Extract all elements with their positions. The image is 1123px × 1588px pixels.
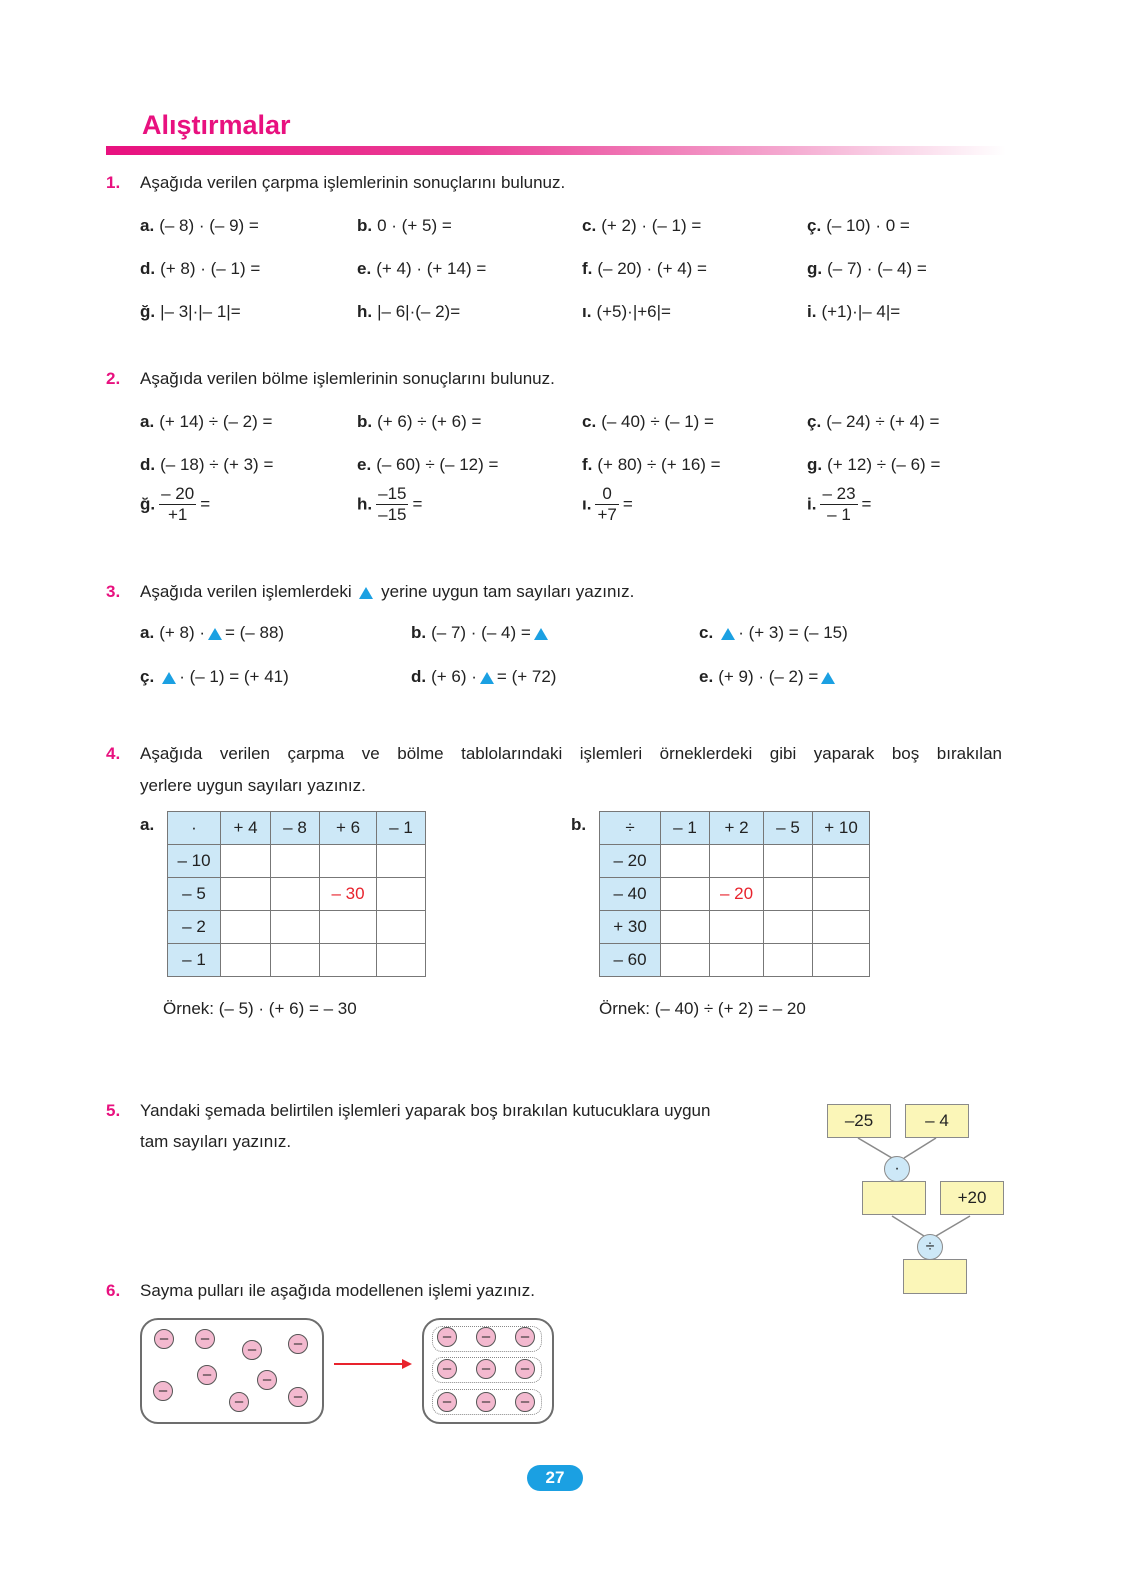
table-header-row [168, 812, 426, 845]
item-label: d. [140, 455, 156, 474]
row-header: + 30 [600, 911, 661, 944]
row-header: – 2 [168, 911, 221, 944]
q5-text-line1: Yandaki şemada belirtilen işlemleri yaparak boş bırakılan kutucuklara uygun [140, 1101, 711, 1120]
fraction-denominator: +1 [167, 505, 188, 524]
title-underline [106, 146, 1006, 155]
q2-number: 2. [106, 369, 121, 388]
counter-chip: – [153, 1381, 173, 1401]
item-label: e. [357, 455, 372, 474]
item-label: f. [582, 455, 593, 474]
expression-left: (– 7) · (– 4) = [431, 623, 531, 642]
item-expression: (+1)·|– 4|= [821, 302, 901, 321]
answer-cell[interactable] [320, 911, 377, 944]
counter-chip: – [476, 1327, 496, 1347]
answer-cell[interactable] [221, 911, 271, 944]
answer-cell[interactable] [320, 845, 377, 878]
answer-cell[interactable] [710, 944, 764, 977]
fraction [820, 484, 857, 525]
item-label: a. [140, 623, 155, 642]
table-b-label: b. [571, 815, 587, 834]
equals-sign: = [200, 494, 211, 514]
row-header: – 40 [600, 878, 661, 911]
table-a-label: a. [140, 815, 155, 834]
scheme-empty-box-2[interactable] [903, 1259, 967, 1294]
expression-left: (+ 6) · [431, 667, 477, 686]
q3-text [140, 582, 634, 602]
page-number: 27 [527, 1465, 583, 1491]
q3-item [411, 667, 556, 687]
item-label: a. [140, 216, 155, 235]
expression-right: = (+ 72) [496, 667, 557, 686]
answer-cell[interactable] [271, 845, 320, 878]
table-row [600, 878, 870, 911]
item-expression: (– 8) · (– 9) = [159, 216, 259, 235]
arrow-right-icon [330, 1355, 415, 1375]
multiply-operator-icon: · [884, 1156, 910, 1182]
item-label: c. [582, 216, 597, 235]
item-label: e. [357, 259, 372, 278]
table-a-example: Örnek: (– 5) · (+ 6) = – 30 [163, 999, 357, 1018]
answer-cell[interactable] [377, 944, 426, 977]
item-expression: (+ 6) ÷ (+ 6) = [377, 412, 482, 431]
column-header: – 8 [271, 812, 320, 845]
q2-item [140, 412, 272, 432]
item-expression: (+ 4) · (+ 14) = [376, 259, 487, 278]
table-header-row [600, 812, 870, 845]
counter-chip: – [437, 1359, 457, 1379]
item-expression: (– 40) ÷ (– 1) = [601, 412, 714, 431]
item-expression: |– 6|·(– 2)= [377, 302, 461, 321]
q4-number: 4. [106, 744, 121, 763]
item-expression: (– 24) ÷ (+ 4) = [826, 412, 940, 431]
fraction-numerator: –15 [378, 484, 407, 503]
triangle-icon [480, 672, 494, 684]
column-header: + 6 [320, 812, 377, 845]
table-row [600, 944, 870, 977]
q1-item [807, 302, 900, 322]
q3-item [699, 667, 838, 687]
q2-fraction-item [807, 484, 871, 525]
q4-text-line2: yerlere uygun sayıları yazınız. [140, 776, 366, 795]
item-expression: (– 60) ÷ (– 12) = [376, 455, 499, 474]
answer-cell[interactable] [813, 878, 870, 911]
item-label: ğ. [140, 302, 156, 321]
item-label: ç. [807, 216, 822, 235]
item-label: b. [357, 412, 373, 431]
item-label: ç. [807, 412, 822, 431]
q2-fraction-item [140, 484, 210, 525]
counter-chip: – [515, 1359, 535, 1379]
column-header: – 5 [764, 812, 813, 845]
triangle-icon [721, 628, 735, 640]
triangle-icon [359, 587, 373, 599]
answer-cell[interactable] [221, 944, 271, 977]
answer-cell[interactable] [221, 878, 271, 911]
equals-sign: = [622, 494, 633, 514]
expression-left: (+ 8) · [159, 623, 205, 642]
multiplication-table [167, 811, 426, 977]
q4-text-line1: Aşağıda verilen çarpma ve bölme tablolarındaki işlemleri örneklerdeki gibi yaparak boş bırakılan [140, 744, 1002, 763]
item-expression: (– 10) · 0 = [826, 216, 910, 235]
answer-cell[interactable] [764, 878, 813, 911]
q1-number: 1. [106, 173, 121, 192]
answer-cell[interactable] [661, 944, 710, 977]
fraction [376, 484, 408, 525]
row-header: – 5 [168, 878, 221, 911]
row-header: – 1 [168, 944, 221, 977]
scheme-box-1: –25 [827, 1104, 891, 1138]
scheme-box-4: +20 [940, 1181, 1004, 1215]
q2-item [807, 412, 939, 432]
column-header: – 1 [661, 812, 710, 845]
q3-item [140, 667, 289, 687]
q3-item [140, 623, 284, 643]
row-header: – 60 [600, 944, 661, 977]
answer-cell[interactable] [271, 944, 320, 977]
triangle-icon [821, 672, 835, 684]
q3-number: 3. [106, 582, 121, 601]
answer-cell[interactable] [661, 911, 710, 944]
divide-operator-icon: ÷ [917, 1234, 943, 1260]
fraction-denominator: +7 [597, 505, 617, 524]
item-label: d. [411, 667, 427, 686]
item-expression: 0 · (+ 5) = [377, 216, 452, 235]
q6-number: 6. [106, 1281, 121, 1300]
q5-text-line2: tam sayıları yazınız. [140, 1132, 292, 1151]
scheme-box-2: – 4 [905, 1104, 969, 1138]
table-row [168, 911, 426, 944]
counter-chip: – [515, 1327, 535, 1347]
triangle-icon [534, 628, 548, 640]
item-expression: (– 7) · (– 4) = [827, 259, 927, 278]
item-expression: (+ 2) · (– 1) = [601, 216, 702, 235]
counter-chip: – [476, 1392, 496, 1412]
item-label: i. [807, 494, 817, 514]
q1-item [357, 259, 486, 279]
q1-item [140, 216, 259, 236]
q2-item [357, 412, 481, 432]
answer-cell[interactable] [813, 911, 870, 944]
answer-cell[interactable] [813, 845, 870, 878]
equals-sign: = [412, 494, 423, 514]
counter-chip: – [476, 1359, 496, 1379]
item-label: d. [140, 259, 156, 278]
q1-item [582, 302, 671, 322]
item-label: ı. [582, 302, 592, 321]
expression-right: · (– 1) = (+ 41) [179, 667, 289, 686]
answer-cell[interactable] [377, 845, 426, 878]
example-cell: – 20 [710, 878, 764, 911]
triangle-icon [162, 672, 176, 684]
operator-cell: ÷ [600, 812, 661, 845]
counter-chip: – [242, 1340, 262, 1360]
counter-chip: – [154, 1329, 174, 1349]
table-row [168, 944, 426, 977]
q3-text-before: Aşağıda verilen işlemlerdeki [140, 582, 352, 601]
item-expression: (+ 12) ÷ (– 6) = [827, 455, 941, 474]
item-expression: (+ 80) ÷ (+ 16) = [597, 455, 721, 474]
item-label: f. [582, 259, 593, 278]
q1-item [582, 216, 701, 236]
counter-chip: – [288, 1387, 308, 1407]
answer-cell[interactable] [764, 911, 813, 944]
expression-right: = (– 88) [225, 623, 285, 642]
item-label: ı. [582, 494, 592, 514]
item-expression: (– 18) ÷ (+ 3) = [160, 455, 274, 474]
item-expression: (– 20) · (+ 4) = [597, 259, 707, 278]
answer-cell[interactable] [320, 944, 377, 977]
item-label: i. [807, 302, 817, 321]
equals-sign: = [861, 494, 872, 514]
answer-cell[interactable] [221, 845, 271, 878]
answer-cell[interactable] [377, 878, 426, 911]
q3-item [699, 623, 848, 643]
counter-chip: – [437, 1327, 457, 1347]
item-expression: (+ 14) ÷ (– 2) = [159, 412, 273, 431]
item-expression: |– 3|·|– 1|= [160, 302, 241, 321]
counter-chip: – [195, 1329, 215, 1349]
counter-chip: – [229, 1392, 249, 1412]
q5-number: 5. [106, 1101, 121, 1120]
q3-item [411, 623, 551, 643]
scheme-empty-box-1[interactable] [862, 1181, 926, 1215]
fraction-denominator: –15 [378, 505, 407, 524]
item-label: c. [699, 623, 714, 642]
fraction-numerator: – 23 [822, 484, 856, 503]
q2-text: Aşağıda verilen bölme işlemlerinin sonuçlarını bulunuz. [140, 369, 555, 388]
item-label: e. [699, 667, 714, 686]
column-header: + 4 [221, 812, 271, 845]
expression-right: · (+ 3) = (– 15) [738, 623, 848, 642]
counter-chip: – [437, 1392, 457, 1412]
item-label: ç. [140, 667, 155, 686]
q3-text-after: yerine uygun tam sayıları yazınız. [381, 582, 635, 601]
item-label: c. [582, 412, 597, 431]
operator-cell: · [168, 812, 221, 845]
q6-text: Sayma pulları ile aşağıda modellenen işlemi yazınız. [140, 1281, 535, 1300]
triangle-icon [208, 628, 222, 640]
column-header: + 2 [710, 812, 764, 845]
fraction [595, 484, 618, 525]
q2-fraction-item [357, 484, 422, 525]
table-b-example: Örnek: (– 40) ÷ (+ 2) = – 20 [599, 999, 806, 1018]
item-expression: (+ 8) · (– 1) = [160, 259, 261, 278]
answer-cell[interactable] [661, 878, 710, 911]
fraction-numerator: – 20 [161, 484, 195, 503]
item-label: b. [357, 216, 373, 235]
item-label: h. [357, 494, 373, 514]
answer-cell[interactable] [764, 944, 813, 977]
row-header: – 20 [600, 845, 661, 878]
q1-item [357, 302, 460, 322]
answer-cell[interactable] [764, 845, 813, 878]
answer-cell[interactable] [377, 911, 426, 944]
table-row [600, 845, 870, 878]
fraction [159, 484, 196, 525]
expression-left: (+ 9) · (– 2) = [718, 667, 819, 686]
q2-item [582, 412, 714, 432]
counter-chip: – [288, 1334, 308, 1354]
item-label: a. [140, 412, 155, 431]
answer-cell[interactable] [710, 845, 764, 878]
item-label: g. [807, 455, 823, 474]
row-header: – 10 [168, 845, 221, 878]
q1-item [807, 259, 927, 279]
item-label: g. [807, 259, 823, 278]
q1-text: Aşağıda verilen çarpma işlemlerinin sonuçlarını bulunuz. [140, 173, 566, 192]
fraction-denominator: – 1 [827, 505, 851, 524]
q1-item [140, 259, 260, 279]
fraction-numerator: 0 [595, 484, 618, 505]
page-title: Alıştırmalar [142, 110, 291, 140]
answer-cell[interactable] [271, 911, 320, 944]
q1-item [140, 302, 241, 322]
table-row [168, 845, 426, 878]
item-label: b. [411, 623, 427, 642]
q2-fraction-item [582, 484, 633, 525]
column-header: – 1 [377, 812, 426, 845]
answer-cell[interactable] [813, 944, 870, 977]
counter-chip: – [515, 1392, 535, 1412]
q2-item [357, 455, 498, 475]
counter-chip: – [257, 1370, 277, 1390]
example-cell: – 30 [320, 878, 377, 911]
item-label: h. [357, 302, 373, 321]
q1-item [807, 216, 910, 236]
item-label: ğ. [140, 494, 156, 514]
q1-item [582, 259, 707, 279]
q1-item [357, 216, 452, 236]
q2-item [582, 455, 721, 475]
answer-cell[interactable] [710, 911, 764, 944]
counter-chip: – [197, 1365, 217, 1385]
division-table [599, 811, 870, 977]
table-row [600, 911, 870, 944]
answer-cell[interactable] [271, 878, 320, 911]
q2-item [140, 455, 273, 475]
column-header: + 10 [813, 812, 870, 845]
item-expression: (+5)·|+6|= [596, 302, 671, 321]
q2-item [807, 455, 940, 475]
table-row [168, 878, 426, 911]
answer-cell[interactable] [661, 845, 710, 878]
